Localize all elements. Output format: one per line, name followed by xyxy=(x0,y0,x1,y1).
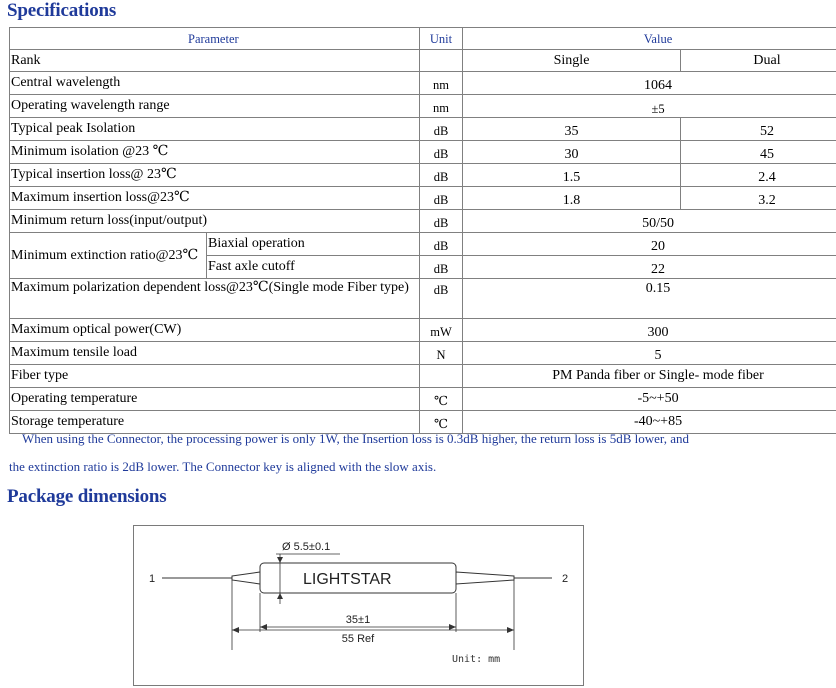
connector-note-line-1: When using the Connector, the processing power is only 1W, the Insertion loss is 0.3dB higher, the return loss is 5dB lower, and xyxy=(22,431,689,446)
header-unit: Unit xyxy=(420,28,463,50)
connector-note-line-2: the extinction ratio is 2dB lower. The Connector key is aligned with the slow axis. xyxy=(9,459,437,474)
unit-label: Unit: mm xyxy=(452,654,501,665)
body-length-label: 35±1 xyxy=(345,614,371,626)
row-value: 0.15 xyxy=(463,279,836,319)
row-unit: N xyxy=(420,342,463,365)
table-row xyxy=(10,233,836,256)
body-length-arrow-left xyxy=(260,624,267,630)
row-unit xyxy=(420,50,463,72)
port-2-label: 2 xyxy=(562,573,569,585)
row-dual: 52 xyxy=(681,118,836,141)
body-length-arrow-right xyxy=(449,624,456,630)
table-row xyxy=(10,141,836,164)
row-unit: dB xyxy=(420,210,463,233)
brand-label: LIGHTSTAR xyxy=(303,571,392,588)
row-label: Typical peak Isolation xyxy=(10,118,420,141)
header-parameter: Parameter xyxy=(10,28,420,50)
package-diagram xyxy=(133,525,584,686)
row-label: Minimum isolation @23 ℃ xyxy=(10,141,420,164)
row-single: 1.5 xyxy=(463,164,681,187)
row-unit: dB xyxy=(420,141,463,164)
row-value: 300 xyxy=(463,319,836,342)
row-single: 30 xyxy=(463,141,681,164)
rank-dual: Dual xyxy=(681,50,836,72)
ref-length-arrow-right xyxy=(507,627,514,633)
port-1-label: 1 xyxy=(149,573,156,585)
row-dual: 45 xyxy=(681,141,836,164)
rank-single: Single xyxy=(463,50,681,72)
row-unit: nm xyxy=(420,72,463,95)
table-row xyxy=(10,342,836,365)
row-label: Minimum return loss(input/output) xyxy=(10,210,420,233)
package-dimensions-heading: Package dimensions xyxy=(7,486,167,507)
diameter-arrow-top xyxy=(277,557,283,563)
diameter-arrow-bottom xyxy=(277,593,283,599)
row-label: Maximum optical power(CW) xyxy=(10,319,420,342)
row-unit: dB xyxy=(420,118,463,141)
row-label: Rank xyxy=(10,50,420,72)
table-row xyxy=(10,388,836,411)
specifications-heading: Specifications xyxy=(7,0,117,21)
table-header-row xyxy=(10,28,836,50)
row-unit: dB xyxy=(420,164,463,187)
row-value: 50/50 xyxy=(463,210,836,233)
extinction-biaxial-value: 20 xyxy=(463,233,836,256)
header-value: Value xyxy=(463,28,836,50)
extinction-label: Minimum extinction ratio@23℃ xyxy=(10,233,207,279)
row-value: 1064 xyxy=(463,72,836,95)
row-dual: 3.2 xyxy=(681,187,836,210)
row-unit xyxy=(420,365,463,388)
row-unit: nm xyxy=(420,95,463,118)
row-value: PM Panda fiber or Single- mode fiber xyxy=(463,365,836,388)
row-label: Operating wavelength range xyxy=(10,95,420,118)
table-row xyxy=(10,365,836,388)
row-unit: ℃ xyxy=(420,388,463,411)
extinction-biaxial-unit: dB xyxy=(420,233,463,256)
extinction-fast-axis-unit: dB xyxy=(420,256,463,279)
left-boot xyxy=(232,572,260,584)
table-row xyxy=(10,164,836,187)
row-unit: ℃ xyxy=(420,411,463,434)
package-drawing xyxy=(134,526,583,685)
right-boot xyxy=(456,572,514,584)
row-label: Storage temperature xyxy=(10,411,420,434)
row-unit: dB xyxy=(420,279,463,319)
row-single: 1.8 xyxy=(463,187,681,210)
row-unit: dB xyxy=(420,187,463,210)
row-label: Operating temperature xyxy=(10,388,420,411)
table-row xyxy=(10,118,836,141)
extinction-fast-axis-label: Fast axle cutoff xyxy=(207,256,420,279)
diameter-label: Ø 5.5±0.1 xyxy=(282,541,331,553)
row-label: Maximum polarization dependent loss@23℃(Single mode Fiber type) xyxy=(10,279,420,319)
row-single: 35 xyxy=(463,118,681,141)
table-row xyxy=(10,319,836,342)
row-label: Typical insertion loss@ 23℃ xyxy=(10,164,420,187)
ref-length-arrow-left xyxy=(232,627,239,633)
specifications-table xyxy=(9,27,836,434)
row-label: Maximum insertion loss@23℃ xyxy=(10,187,420,210)
row-value: -5~+50 xyxy=(463,388,836,411)
row-unit: mW xyxy=(420,319,463,342)
row-value: ±5 xyxy=(463,95,836,118)
table-row xyxy=(10,72,836,95)
row-label: Maximum tensile load xyxy=(10,342,420,365)
extinction-fast-axis-value: 22 xyxy=(463,256,836,279)
table-row xyxy=(10,187,836,210)
row-label: Fiber type xyxy=(10,365,420,388)
row-value: -40~+85 xyxy=(463,411,836,434)
extinction-biaxial-label: Biaxial operation xyxy=(207,233,420,256)
table-row xyxy=(10,210,836,233)
table-row xyxy=(10,279,836,319)
table-row xyxy=(10,95,836,118)
ref-length-label: 55 Ref xyxy=(341,633,375,645)
table-row xyxy=(10,50,836,72)
row-value: 5 xyxy=(463,342,836,365)
row-label: Central wavelength xyxy=(10,72,420,95)
row-dual: 2.4 xyxy=(681,164,836,187)
